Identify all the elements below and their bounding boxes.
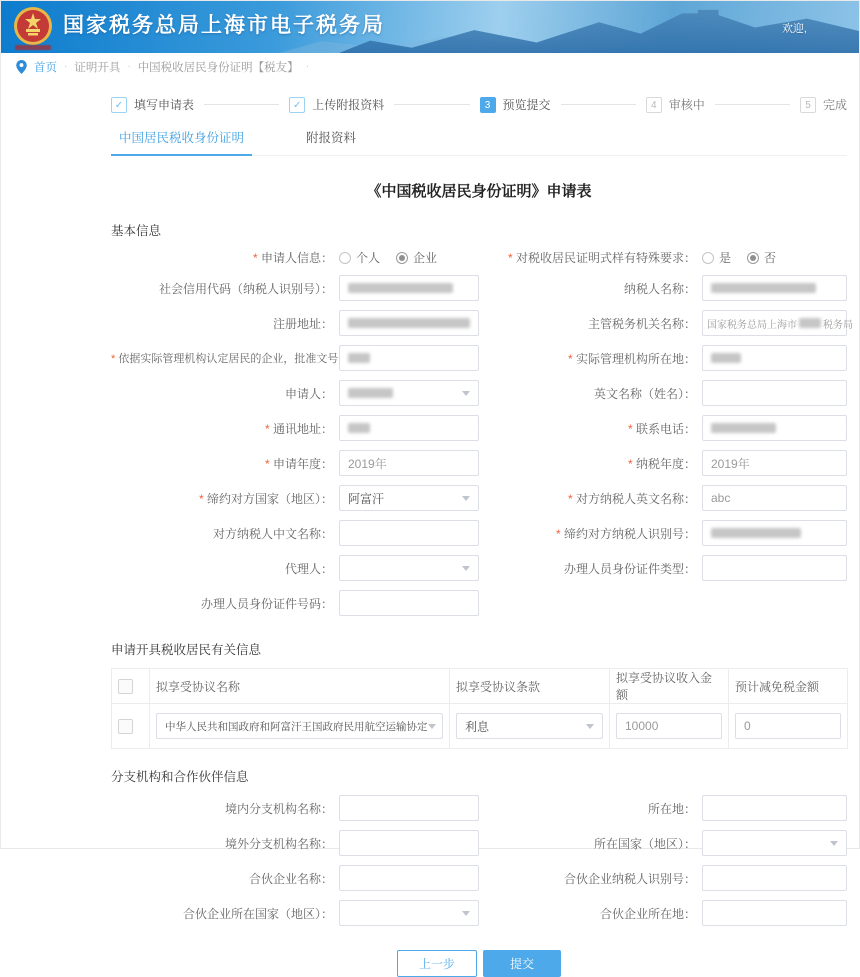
radio-label: 企业 (413, 251, 438, 265)
step-done-check-icon: ✓ (111, 97, 127, 113)
field-label: 合伙企业所在地 ： (479, 905, 702, 922)
field-label: * 实际管理机构所在地 ： (479, 350, 702, 367)
treaty-country-select[interactable] (339, 485, 479, 511)
form-field-partnership-id (479, 865, 847, 891)
location-pin-icon (16, 60, 27, 74)
chevron-down-icon (428, 724, 436, 729)
form-field-counterpart-id (479, 520, 847, 546)
breadcrumb-separator: · (127, 61, 131, 72)
overseas-country-select[interactable] (702, 830, 847, 856)
domestic-branch-input[interactable] (339, 795, 479, 821)
app-header (1, 1, 859, 53)
radio-label: 个人 (356, 251, 381, 265)
form-field-english-name (479, 380, 847, 406)
partnership-country-select[interactable] (339, 900, 479, 926)
column-header: 拟享受协议收入金额 (610, 669, 729, 704)
radio-checked-icon[interactable] (396, 252, 408, 264)
applicant-select[interactable] (339, 380, 479, 406)
chevron-down-icon (462, 911, 470, 916)
mail-address-input[interactable] (339, 415, 479, 441)
form-field-counterpart-cn (111, 520, 479, 546)
step-label: 填写申请表 (134, 98, 195, 112)
chevron-down-icon (462, 566, 470, 571)
form-row (111, 415, 847, 441)
national-emblem-logo (13, 6, 53, 46)
radio-option-yes[interactable] (702, 249, 731, 266)
form-field-counterpart-en (479, 485, 847, 511)
field-label: * 通讯地址 ： (111, 420, 339, 437)
field-value: 0 (744, 719, 751, 733)
field-label: 合伙企业纳税人识别号 ： (479, 870, 702, 887)
main-content (111, 96, 853, 977)
redacted-value (348, 283, 453, 293)
chevron-down-icon (586, 724, 594, 729)
domestic-location-input[interactable] (702, 795, 847, 821)
chevron-down-icon (462, 391, 470, 396)
column-header: 预计减免税金额 (729, 669, 848, 704)
field-label: 纳税人名称 ： (479, 280, 702, 297)
step-number: 5 (800, 97, 816, 113)
chevron-down-icon (462, 496, 470, 501)
redacted-value (348, 353, 370, 363)
form-row (111, 450, 847, 476)
field-label: 申请人 ： (111, 385, 339, 402)
step-connector (561, 104, 636, 105)
step-under-review (646, 96, 705, 113)
breadcrumb-level2[interactable]: 证明开具 (74, 61, 121, 74)
form-field-domestic-location (479, 795, 847, 821)
redacted-value (348, 388, 393, 398)
treaty-income-input[interactable] (616, 713, 722, 739)
column-header: 拟享受协议条款 (450, 669, 610, 704)
form-field-tax-authority (479, 310, 853, 336)
field-label: 社会信用代码（纳税人识别号） ： (111, 280, 339, 297)
tab-attached-materials[interactable]: 附报资料 (306, 131, 357, 145)
breadcrumb-level3: 中国税收居民身份证明【税友】 (137, 61, 299, 74)
overseas-branch-input[interactable] (339, 830, 479, 856)
taxpayer-name-input[interactable] (702, 275, 847, 301)
field-label: 所在国家（地区） ： (479, 835, 702, 852)
step-connector (394, 104, 469, 105)
welcome-text: 欢迎, (781, 23, 807, 35)
form-field-handler-id-type (479, 555, 847, 581)
form-tabs (111, 128, 847, 156)
form-field-tax-year (479, 450, 847, 476)
form-field-apply-year (111, 450, 479, 476)
form-row (111, 345, 847, 371)
redacted-value (348, 318, 470, 328)
field-value: 10000 (625, 719, 659, 733)
step-label: 上传附报资料 (312, 98, 385, 112)
treaty-clause-select[interactable] (456, 713, 603, 739)
field-label: 办理人员身份证件类型 ： (479, 560, 702, 577)
step-connector (715, 104, 790, 105)
treaty-reduction-input[interactable] (735, 713, 841, 739)
site-title: 国家税务总局上海市电子税务局 (63, 14, 385, 37)
breadcrumb-separator: · (64, 61, 68, 72)
column-header: 拟享受协议名称 (150, 669, 450, 704)
handler-id-no-input[interactable] (339, 590, 479, 616)
form-row (111, 830, 847, 856)
form-row (111, 900, 847, 926)
redacted-value (711, 528, 801, 538)
step-preview-submit (480, 96, 551, 113)
radio-unchecked-icon[interactable] (702, 252, 714, 264)
radio-option-enterprise[interactable] (396, 249, 437, 266)
radio-option-individual[interactable] (339, 249, 380, 266)
form-field-reg-address (111, 310, 479, 336)
form-field-mgmt-location (479, 345, 847, 371)
form-row (111, 590, 847, 616)
emblem-caption (15, 45, 51, 50)
radio-option-no[interactable] (747, 249, 776, 266)
phone-input[interactable] (702, 415, 847, 441)
select-all-checkbox[interactable] (118, 679, 133, 694)
form-field-taxpayer-name (479, 275, 847, 301)
form-row (111, 380, 847, 406)
radio-checked-icon[interactable] (747, 252, 759, 264)
field-label: * 联系电话 ： (479, 420, 702, 437)
partnership-id-input[interactable] (702, 865, 847, 891)
field-label: 主管税务机关名称 ： (479, 315, 702, 332)
form-field-agent (111, 555, 479, 581)
step-complete (800, 96, 847, 113)
form-field-partnership-location (479, 900, 847, 926)
partnership-name-input[interactable] (339, 865, 479, 891)
field-label: * 依据实际管理机构认定居民的企业，批准文号 ： (111, 350, 339, 366)
field-label: 所在地 ： (479, 800, 702, 817)
field-label: * 申请人信息 ： (111, 249, 339, 266)
tax-authority-value: 国家税务总局上海市 税务局 (707, 319, 853, 331)
form-field-overseas-branch (111, 830, 479, 856)
radio-unchecked-icon[interactable] (339, 252, 351, 264)
step-label: 预览提交 (502, 98, 551, 112)
form-field-mail-address (111, 415, 479, 441)
form-row (111, 485, 847, 511)
field-label: * 对方纳税人英文名称 ： (479, 490, 702, 507)
field-label: 对方纳税人中文名称 ： (111, 525, 339, 542)
section-title-basic-info: 基本信息 (111, 224, 162, 238)
redacted-value (711, 423, 776, 433)
step-done-check-icon: ✓ (289, 97, 305, 113)
breadcrumb-separator: · (305, 61, 310, 72)
radio-label: 是 (719, 251, 732, 265)
form-field-treaty-country (111, 485, 479, 511)
reg-address-input[interactable] (339, 310, 479, 336)
form-field-domestic-branch (111, 795, 479, 821)
credit-code-input[interactable] (339, 275, 479, 301)
breadcrumb-home-link[interactable]: 首页 (34, 61, 57, 74)
field-label: * 申请年度 ： (111, 455, 339, 472)
agent-select[interactable] (339, 555, 479, 581)
previous-step-button[interactable]: 上一步 (397, 950, 477, 977)
form-row (111, 310, 853, 336)
form-field-credit-code (111, 275, 479, 301)
row-checkbox[interactable] (118, 719, 133, 734)
counterpart-id-input[interactable] (702, 520, 847, 546)
handler-id-type-input[interactable] (702, 555, 847, 581)
form-field-phone (479, 415, 847, 441)
radio-label: 否 (764, 251, 777, 265)
tab-resident-certificate[interactable]: 中国居民税收身份证明 (111, 128, 252, 156)
treaty-table-header-row (112, 669, 848, 704)
field-value: 2019年 (711, 456, 750, 471)
field-label: * 缔约对方国家（地区） ： (111, 490, 339, 507)
applicant-type-radio-group (339, 249, 479, 266)
form-field-approval-no (111, 345, 479, 371)
field-label: 合伙企业所在国家（地区） ： (111, 905, 339, 922)
step-fill-form (111, 96, 194, 113)
section-title-branch-info: 分支机构和合作伙伴信息 (111, 770, 249, 784)
form-title: 《中国税收居民身份证明》申请表 (366, 183, 592, 200)
field-label: 注册地址 ： (111, 315, 339, 332)
tax-year-input[interactable] (702, 450, 847, 476)
field-value: 2019年 (348, 456, 387, 471)
field-label: * 对税收居民证明式样有特殊要求 ： (479, 249, 702, 266)
counterpart-en-input[interactable] (702, 485, 847, 511)
field-label: * 缔约对方纳税人识别号 ： (479, 525, 702, 542)
breadcrumb (1, 53, 859, 80)
form-row (111, 275, 847, 301)
treaty-table (111, 668, 848, 749)
step-label: 审核中 (668, 98, 705, 112)
form-field-partnership-name (111, 865, 479, 891)
step-upload-materials (289, 96, 384, 113)
redacted-value (799, 318, 821, 328)
table-row (112, 704, 848, 749)
field-value: 利息 (465, 719, 490, 734)
field-value: 阿富汗 (348, 491, 385, 506)
apply-year-input[interactable] (339, 450, 479, 476)
tax-authority-input[interactable] (702, 310, 853, 336)
step-number: 3 (480, 97, 496, 113)
treaty-name-select[interactable] (156, 713, 443, 739)
field-label: 境内分支机构名称 ： (111, 800, 339, 817)
form-row (111, 795, 847, 821)
form-field-special-format-requirement (479, 249, 847, 266)
field-label: 代理人 ： (111, 560, 339, 577)
form-field-applicant (111, 380, 479, 406)
field-label: * 纳税年度 ： (479, 455, 702, 472)
redacted-value (711, 283, 816, 293)
form-row (111, 865, 847, 891)
form-row (111, 555, 847, 581)
chevron-down-icon (830, 841, 838, 846)
section-title-treaty-info: 申请开具税收居民有关信息 (111, 643, 262, 657)
form-field-empty (479, 590, 847, 616)
field-label: 合伙企业名称 ： (111, 870, 339, 887)
english-name-input[interactable] (702, 380, 847, 406)
form-field-handler-id-no (111, 590, 479, 616)
step-number: 4 (646, 97, 662, 113)
field-value: abc (711, 491, 731, 505)
field-label: 办理人员身份证件号码 ： (111, 595, 339, 612)
step-label: 完成 (823, 98, 848, 112)
form-field-partnership-country (111, 900, 479, 926)
counterpart-cn-input[interactable] (339, 520, 479, 546)
form-field-overseas-country (479, 830, 847, 856)
radio-row (111, 249, 847, 266)
submit-button[interactable]: 提交 (483, 950, 561, 977)
progress-steps (111, 96, 847, 113)
form-field-applicant-type (111, 249, 479, 266)
field-value: 中华人民共和国政府和阿富汗王国政府民用航空运输协定 (165, 720, 428, 733)
partnership-location-input[interactable] (702, 900, 847, 926)
redacted-value (348, 423, 370, 433)
field-label: 境外分支机构名称 ： (111, 835, 339, 852)
step-connector (204, 104, 279, 105)
mgmt-location-input[interactable] (702, 345, 847, 371)
form-actions (111, 950, 847, 977)
form-row (111, 520, 847, 546)
redacted-value (711, 353, 741, 363)
special-format-radio-group (702, 249, 847, 266)
field-label: 英文名称（姓名） ： (479, 385, 702, 402)
approval-no-input[interactable] (339, 345, 479, 371)
